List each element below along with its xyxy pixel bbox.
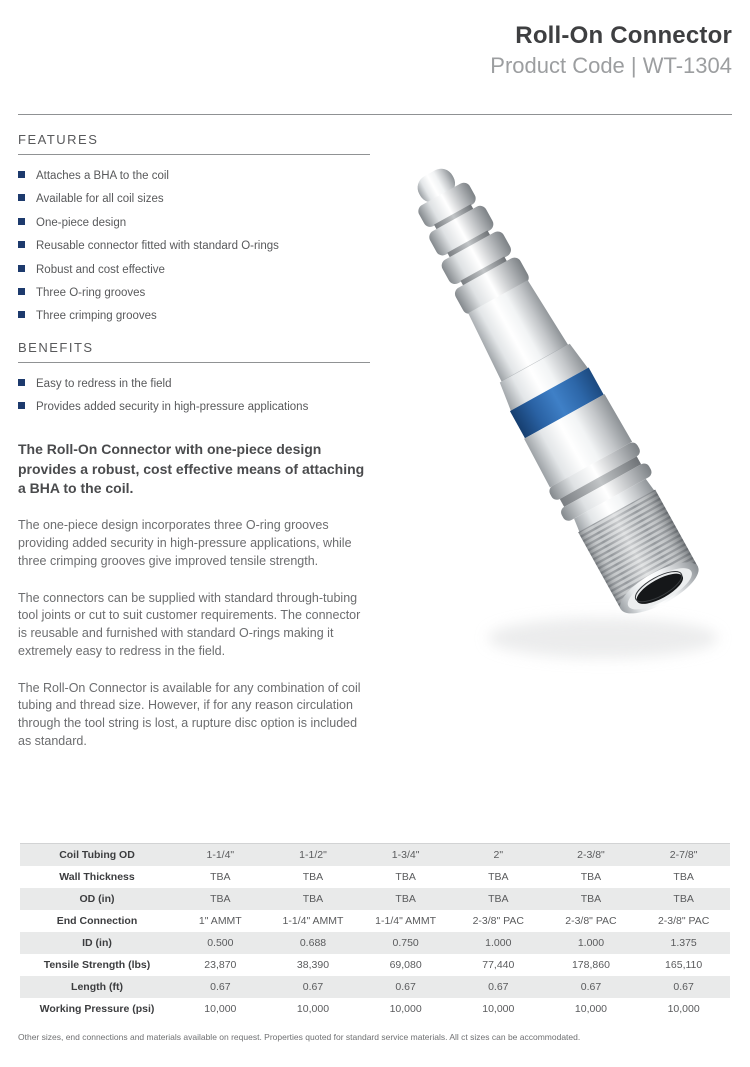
table-cell: 2-3/8" PAC bbox=[565, 914, 617, 927]
table-cell: 1-1/4" bbox=[206, 848, 235, 861]
features-section bbox=[18, 132, 370, 324]
benefits-heading: BENEFITS bbox=[18, 339, 94, 355]
table-cell: 10,000 bbox=[667, 1002, 700, 1015]
row-label: Tensile Strength (lbs) bbox=[43, 958, 151, 971]
table-cell: TBA bbox=[395, 892, 416, 905]
table-cell: 1-1/2" bbox=[299, 848, 327, 861]
table-cell: 2-3/8" PAC bbox=[657, 914, 710, 927]
bullet-item bbox=[18, 377, 370, 391]
table-cell: TBA bbox=[580, 892, 602, 905]
table-cell: TBA bbox=[302, 870, 324, 883]
intro-paragraph: The Roll-On Connector with one-piece design provides a robust, cost effective means of attaching a BHA to the coil. bbox=[18, 441, 365, 496]
page-title: Roll-On Connector bbox=[515, 22, 732, 49]
bullet-item bbox=[18, 400, 370, 414]
product-code: Product Code | WT-1304 bbox=[490, 53, 732, 78]
spec-table-body bbox=[20, 844, 730, 1020]
table-cell: TBA bbox=[488, 892, 509, 905]
table-cell: 77,440 bbox=[482, 958, 515, 971]
table-cell: 0.67 bbox=[302, 980, 324, 993]
bullet-text: Attaches a BHA to the coil bbox=[36, 170, 169, 182]
bullet-square-icon bbox=[18, 379, 25, 386]
table-cell: 2" bbox=[493, 848, 504, 861]
bullet-square-icon bbox=[18, 171, 25, 178]
table-cell: TBA bbox=[580, 870, 602, 883]
table-cell: 0.67 bbox=[210, 980, 231, 993]
table-row bbox=[20, 998, 730, 1020]
table-cell: TBA bbox=[210, 892, 231, 905]
table-cell: 2-3/8" PAC bbox=[472, 914, 524, 927]
bullet-text: Three O-ring grooves bbox=[36, 286, 146, 299]
table-row bbox=[20, 910, 730, 932]
table-cell: 1-1/4" AMMT bbox=[282, 914, 344, 927]
table-cell: 10,000 bbox=[389, 1002, 422, 1015]
table-cell: 0.500 bbox=[207, 936, 234, 949]
row-label: End Connection bbox=[56, 914, 138, 927]
table-cell: TBA bbox=[210, 870, 231, 883]
features-heading: FEATURES bbox=[18, 132, 99, 147]
table-cell: 10,000 bbox=[296, 1002, 330, 1015]
bullet-item bbox=[18, 192, 370, 206]
bullet-text: Easy to redress in the field bbox=[36, 377, 172, 390]
bullet-square-icon bbox=[18, 265, 25, 272]
table-row bbox=[20, 932, 730, 954]
table-cell: 0.67 bbox=[580, 980, 602, 993]
bullet-item bbox=[18, 239, 370, 253]
spec-table bbox=[20, 843, 730, 1020]
table-cell: 2-3/8" bbox=[577, 848, 605, 861]
page-header bbox=[490, 22, 732, 79]
bullet-item bbox=[18, 216, 370, 230]
bullet-square-icon bbox=[18, 241, 25, 248]
table-cell: 10,000 bbox=[574, 1002, 608, 1015]
bullet-item bbox=[18, 286, 370, 300]
benefits-section bbox=[18, 340, 370, 415]
bullet-item bbox=[18, 263, 370, 277]
table-cell: 1.375 bbox=[670, 936, 697, 949]
bullet-square-icon bbox=[18, 402, 25, 409]
table-cell: 0.750 bbox=[392, 936, 419, 949]
header-divider bbox=[18, 114, 732, 115]
benefits-divider bbox=[18, 362, 370, 363]
bullet-square-icon bbox=[18, 194, 25, 201]
row-label: Coil Tubing OD bbox=[59, 848, 135, 861]
table-cell: 10,000 bbox=[482, 1002, 515, 1015]
table-row bbox=[20, 954, 730, 976]
bullet-text: Available for all coil sizes bbox=[36, 193, 164, 206]
row-label: ID (in) bbox=[82, 936, 112, 949]
table-cell: 178,860 bbox=[571, 958, 610, 971]
bullet-text: Three crimping grooves bbox=[36, 310, 157, 323]
bullet-square-icon bbox=[18, 311, 25, 318]
table-cell: 1" AMMT bbox=[198, 914, 242, 927]
bullet-square-icon bbox=[18, 218, 25, 225]
bullet-text: Reusable connector fitted with standard O-rings bbox=[36, 240, 279, 253]
table-row bbox=[20, 866, 730, 888]
table-cell: 69,080 bbox=[389, 958, 422, 971]
table-row bbox=[20, 976, 730, 998]
table-cell: 2-7/8" bbox=[669, 848, 698, 861]
table-row bbox=[20, 844, 730, 866]
row-label: Wall Thickness bbox=[59, 870, 135, 883]
bullet-item bbox=[18, 169, 370, 183]
body-paragraph: The Roll-On Connector is available for any combination of coil tubing and thread size. However, if for any reason circulation through the tool string is lost, a rupture disc option is included as standard. bbox=[18, 680, 361, 748]
table-cell: TBA bbox=[395, 870, 416, 883]
table-cell: 0.67 bbox=[488, 980, 509, 993]
table-cell: 1.000 bbox=[485, 936, 512, 949]
table-cell: 23,870 bbox=[204, 958, 237, 971]
body-paragraph: The connectors can be supplied with standard through-tubing tool joints or cut to suit customer requirements. The connector is reusable and furnished with standard O-rings making it extremely easy to redress in the field. bbox=[18, 590, 361, 658]
table-cell: 0.67 bbox=[673, 980, 694, 993]
bullet-item bbox=[18, 309, 370, 323]
table-row bbox=[20, 888, 730, 910]
bullet-square-icon bbox=[18, 288, 25, 295]
body-paragraph: The one-piece design incorporates three O-ring grooves providing added security in high-pressure applications, while three crimping grooves give improved tensile strength. bbox=[18, 518, 352, 568]
bullet-text: Robust and cost effective bbox=[36, 263, 165, 276]
bullet-text: One-piece design bbox=[36, 216, 127, 229]
table-cell: TBA bbox=[673, 892, 694, 905]
benefits-list bbox=[18, 377, 370, 415]
row-label: Length (ft) bbox=[71, 980, 123, 993]
features-divider bbox=[18, 154, 370, 155]
table-cell: 1.000 bbox=[577, 936, 605, 949]
table-cell: 10,000 bbox=[204, 1002, 237, 1015]
table-cell: 0.67 bbox=[395, 980, 416, 993]
product-photo bbox=[368, 118, 740, 690]
table-cell: TBA bbox=[673, 870, 694, 883]
row-label: Working Pressure (psi) bbox=[39, 1002, 155, 1015]
bullet-text: Provides added security in high-pressure applications bbox=[36, 401, 309, 413]
footer-note: Other sizes, end connections and materials available on request. Properties quoted for standard service materials. All ct sizes can be accommodated. bbox=[18, 1032, 581, 1042]
table-cell: TBA bbox=[302, 892, 324, 905]
features-list bbox=[18, 169, 370, 324]
table-cell: 38,390 bbox=[296, 958, 330, 971]
table-cell: 0.688 bbox=[299, 936, 327, 949]
table-cell: 165,110 bbox=[665, 958, 703, 971]
row-label: OD (in) bbox=[79, 892, 115, 905]
table-cell: 1-3/4" bbox=[391, 848, 420, 861]
table-cell: TBA bbox=[488, 870, 509, 883]
left-column bbox=[18, 132, 370, 770]
table-cell: 1-1/4" AMMT bbox=[375, 914, 437, 927]
